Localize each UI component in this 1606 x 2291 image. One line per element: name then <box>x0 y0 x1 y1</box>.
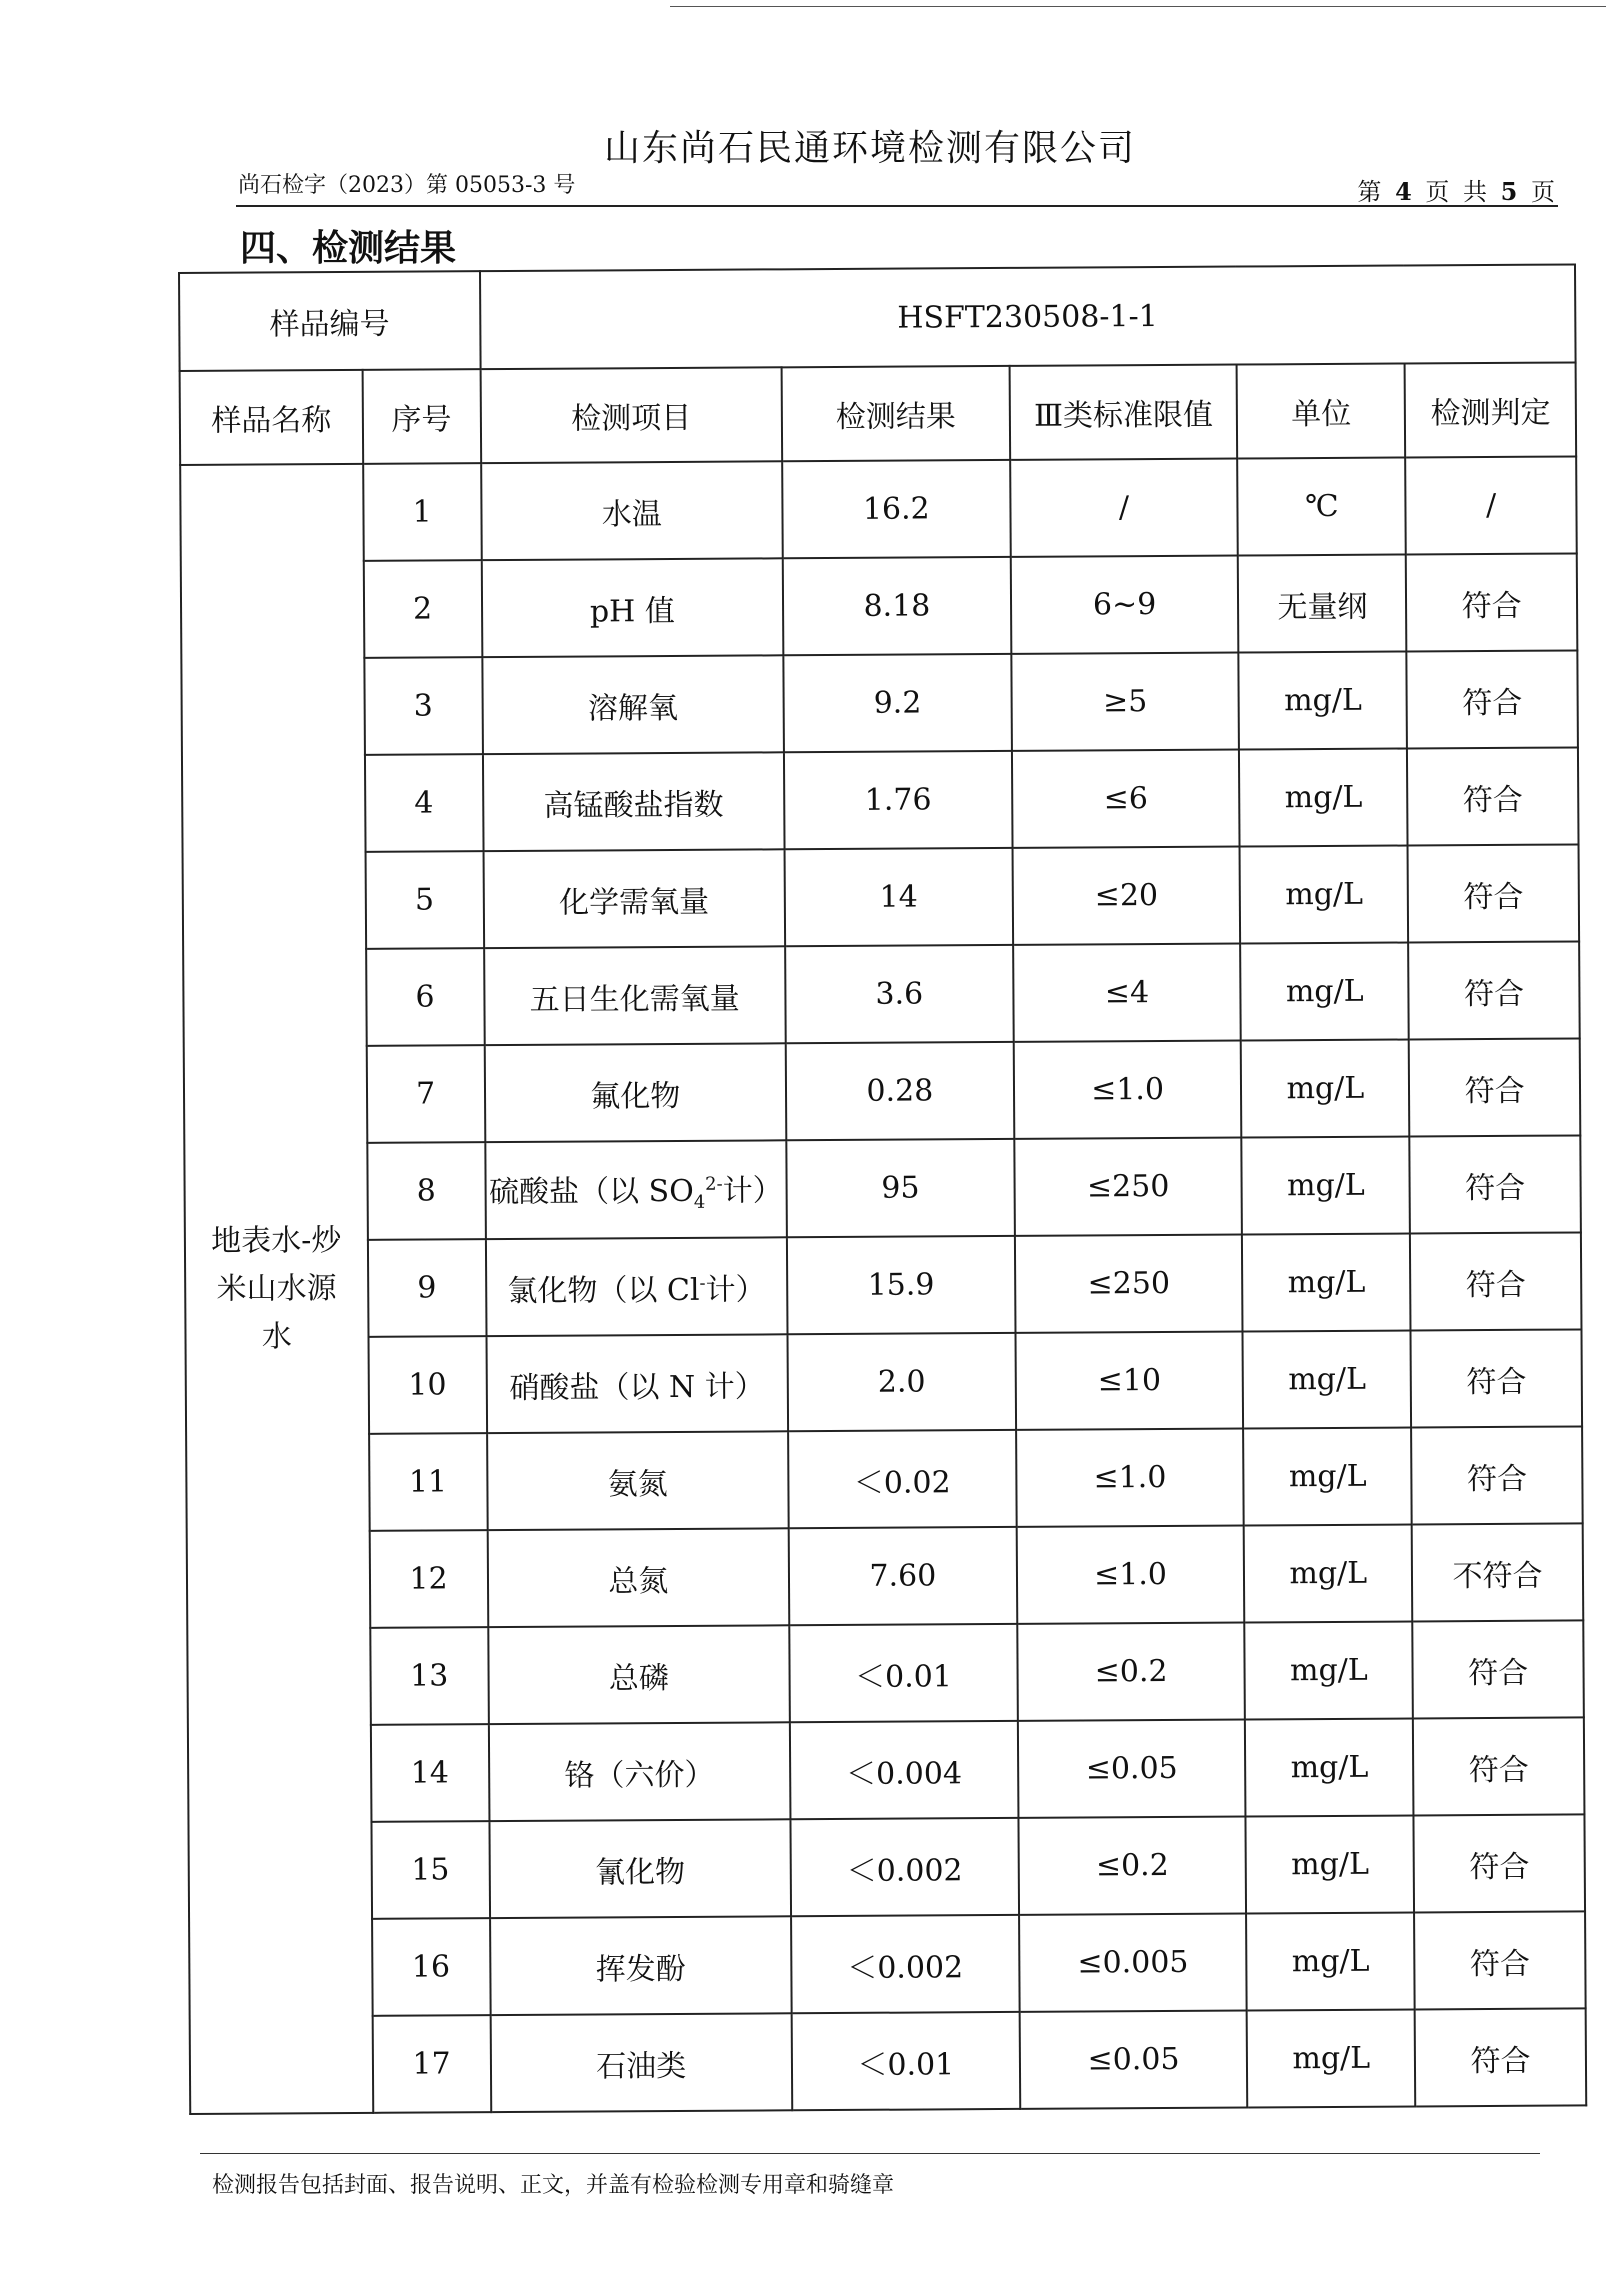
cell-judgement: 符合 <box>1406 553 1577 651</box>
cell-judgement: 符合 <box>1415 2008 1586 2106</box>
table-row <box>189 1911 1586 2017</box>
sample-id-row <box>179 264 1576 371</box>
cell-unit: mg/L <box>1244 1427 1412 1525</box>
cell-judgement: 符合 <box>1413 1717 1584 1815</box>
cell-item: 氟化物 <box>484 1043 786 1142</box>
cell-no: 9 <box>368 1239 486 1337</box>
cell-unit: mg/L <box>1246 1815 1414 1913</box>
cell-result: 95 <box>786 1139 1014 1237</box>
cell-unit: mg/L <box>1247 1912 1415 2010</box>
cell-judgement: 符合 <box>1411 1329 1582 1427</box>
cell-result: 3.6 <box>785 945 1013 1043</box>
page-suffix: 页 <box>1520 178 1558 206</box>
cell-result: ＜0.004 <box>790 1721 1018 1819</box>
cell-judgement: 符合 <box>1407 650 1578 748</box>
cell-unit: mg/L <box>1245 1718 1413 1816</box>
cell-item: 五日生化需氧量 <box>484 946 786 1045</box>
cell-item: 溶解氧 <box>482 655 784 754</box>
cell-item: 石油类 <box>490 2013 792 2112</box>
cell-no: 10 <box>368 1336 486 1434</box>
table-row <box>187 1523 1584 1629</box>
header-rule <box>236 205 1558 207</box>
cell-result: 1.76 <box>784 751 1012 849</box>
cell-judgement: / <box>1405 456 1576 554</box>
cell-limit: ≥5 <box>1011 653 1239 751</box>
cell-item <box>485 1237 787 1336</box>
cell-limit: ≤250 <box>1015 1235 1243 1333</box>
footer-note: 检测报告包括封面、报告说明、正文，并盖有检验检测专用章和骑缝章 <box>212 2173 895 2198</box>
cell-item: 挥发酚 <box>490 1916 792 2015</box>
cell-result: 8.18 <box>783 557 1011 655</box>
sample-name-line: 米山水源 <box>216 1270 337 1307</box>
cell-limit: ≤1.0 <box>1013 1041 1241 1139</box>
document-number: 尚石检字（2023）第 05053-3 号 <box>238 173 576 198</box>
cell-result: 2.0 <box>788 1333 1016 1431</box>
cell-result: ＜0.002 <box>790 1818 1018 1916</box>
cell-item: 化学需氧量 <box>483 849 785 948</box>
cell-no: 1 <box>363 463 481 561</box>
cell-result: 15.9 <box>787 1236 1015 1334</box>
cell-no: 5 <box>365 851 483 949</box>
page-total: 5 <box>1500 177 1521 206</box>
cell-judgement: 符合 <box>1414 1911 1585 2009</box>
item-subscript: 4 <box>693 1191 706 1213</box>
cell-judgement: 符合 <box>1410 1135 1581 1233</box>
cell-no: 6 <box>366 948 484 1046</box>
cell-unit: mg/L <box>1244 1524 1412 1622</box>
cell-limit: ≤1.0 <box>1016 1526 1244 1624</box>
footer-rule <box>200 2153 1540 2154</box>
cell-limit: ≤10 <box>1015 1332 1243 1430</box>
cell-no: 17 <box>372 2015 490 2113</box>
cell-result: 0.28 <box>786 1042 1014 1140</box>
cell-result: ＜0.002 <box>791 1915 1019 2013</box>
table-row <box>183 941 1580 1047</box>
cell-result: ＜0.02 <box>788 1430 1016 1528</box>
column-header-row <box>180 362 1577 465</box>
item-superscript: 2- <box>705 1173 723 1195</box>
cell-item <box>485 1140 787 1239</box>
cell-judgement: 符合 <box>1408 844 1579 942</box>
cell-unit: mg/L <box>1239 749 1407 847</box>
table-row <box>187 1620 1584 1726</box>
col-result: 检测结果 <box>782 366 1010 461</box>
cell-unit: 无量纲 <box>1238 555 1406 653</box>
cell-result: ＜0.01 <box>792 2012 1020 2110</box>
cell-result: 7.60 <box>789 1527 1017 1625</box>
cell-limit: ≤4 <box>1013 944 1241 1042</box>
cell-result: 16.2 <box>782 460 1010 558</box>
sample-name-line: 地表水-炒 <box>211 1222 342 1259</box>
table-row <box>186 1329 1583 1435</box>
table-row <box>184 1038 1581 1144</box>
item-text-post: 计） <box>722 1173 783 1209</box>
cell-no: 14 <box>371 1724 489 1822</box>
cell-item: 总氮 <box>487 1528 789 1627</box>
cell-no: 11 <box>369 1433 487 1531</box>
cell-limit: ≤0.2 <box>1017 1623 1245 1721</box>
cell-no: 7 <box>366 1045 484 1143</box>
cell-unit: mg/L <box>1240 845 1408 943</box>
col-unit: 单位 <box>1237 364 1405 459</box>
table-row <box>184 1135 1581 1241</box>
cell-result: 14 <box>785 848 1013 946</box>
item-text-post: 计） <box>705 1271 766 1308</box>
table-row <box>180 456 1577 562</box>
cell-judgement: 符合 <box>1410 1232 1581 1330</box>
col-no: 序号 <box>362 369 480 464</box>
cell-judgement: 符合 <box>1408 941 1579 1039</box>
col-limit: Ⅲ类标准限值 <box>1009 365 1237 460</box>
sample-name-cell <box>180 464 373 2114</box>
cell-limit: ≤250 <box>1014 1138 1242 1236</box>
cell-no: 15 <box>371 1821 489 1919</box>
cell-unit: mg/L <box>1242 1136 1410 1234</box>
col-item: 检测项目 <box>480 367 782 463</box>
cell-unit: mg/L <box>1241 942 1409 1040</box>
cell-judgement: 符合 <box>1409 1038 1580 1136</box>
cell-limit: ≤1.0 <box>1016 1429 1244 1527</box>
cell-result: ＜0.01 <box>789 1624 1017 1722</box>
cell-no: 2 <box>363 560 481 658</box>
cell-limit: ≤20 <box>1012 847 1240 945</box>
top-edge-line <box>670 6 1606 7</box>
section-title: 四、检测结果 <box>240 228 457 269</box>
cell-no: 4 <box>365 754 483 852</box>
cell-result: 9.2 <box>783 654 1011 752</box>
cell-item: 氨氮 <box>487 1431 789 1530</box>
cell-item: 总磷 <box>488 1625 790 1724</box>
cell-judgement: 符合 <box>1407 747 1578 845</box>
table-row <box>183 844 1580 950</box>
cell-limit: 6~9 <box>1010 556 1238 654</box>
page-indicator <box>1357 172 1558 207</box>
cell-unit: mg/L <box>1247 2009 1415 2107</box>
cell-item: 水温 <box>481 461 783 560</box>
table-row <box>181 650 1578 756</box>
cell-no: 8 <box>367 1142 485 1240</box>
sample-name-line: 水 <box>261 1318 292 1355</box>
cell-item: 高锰酸盐指数 <box>482 752 784 851</box>
cell-judgement: 不符合 <box>1412 1523 1583 1621</box>
cell-limit: / <box>1010 459 1238 557</box>
cell-no: 13 <box>370 1627 488 1725</box>
cell-judgement: 符合 <box>1413 1620 1584 1718</box>
col-judgement: 检测判定 <box>1405 362 1576 457</box>
sample-id-value: HSFT230508-1-1 <box>480 264 1576 369</box>
item-text-pre: 氯化物（以 Cl <box>507 1272 700 1309</box>
cell-limit: ≤0.05 <box>1019 2011 1247 2109</box>
cell-no: 16 <box>372 1918 490 2016</box>
cell-judgement: 符合 <box>1411 1426 1582 1524</box>
cell-unit: mg/L <box>1243 1330 1411 1428</box>
table-row <box>190 2008 1587 2114</box>
cell-limit: ≤0.05 <box>1018 1720 1246 1818</box>
table-row <box>188 1717 1585 1823</box>
cell-unit: ℃ <box>1238 458 1406 556</box>
results-table <box>178 263 1587 2115</box>
cell-item: 硝酸盐（以 N 计） <box>486 1334 788 1433</box>
page-mid: 页 共 <box>1414 178 1501 206</box>
cell-judgement: 符合 <box>1414 1814 1585 1912</box>
item-text-pre: 硫酸盐（以 SO <box>488 1173 694 1211</box>
item-superscript: - <box>699 1272 706 1294</box>
cell-item: 铬（六价） <box>488 1722 790 1821</box>
table-row <box>182 747 1579 853</box>
cell-no: 3 <box>364 657 482 755</box>
table-row <box>181 553 1578 659</box>
cell-unit: mg/L <box>1241 1039 1409 1137</box>
table-row <box>185 1232 1582 1338</box>
sample-id-label: 样品编号 <box>179 271 480 371</box>
cell-unit: mg/L <box>1242 1233 1410 1331</box>
col-sample-name: 样品名称 <box>180 370 363 465</box>
table-row <box>188 1814 1585 1920</box>
cell-limit: ≤6 <box>1012 750 1240 848</box>
company-name: 山东尚石民通环境检测有限公司 <box>603 128 1136 169</box>
cell-item: 氰化物 <box>489 1819 791 1918</box>
cell-unit: mg/L <box>1245 1621 1413 1719</box>
cell-unit: mg/L <box>1239 652 1407 750</box>
page-current: 4 <box>1395 177 1415 206</box>
table-row <box>186 1426 1583 1532</box>
cell-no: 12 <box>369 1530 487 1628</box>
cell-limit: ≤0.2 <box>1018 1817 1246 1915</box>
cell-limit: ≤0.005 <box>1019 1914 1247 2012</box>
page-prefix: 第 <box>1357 178 1396 206</box>
cell-item: pH 值 <box>481 558 783 657</box>
